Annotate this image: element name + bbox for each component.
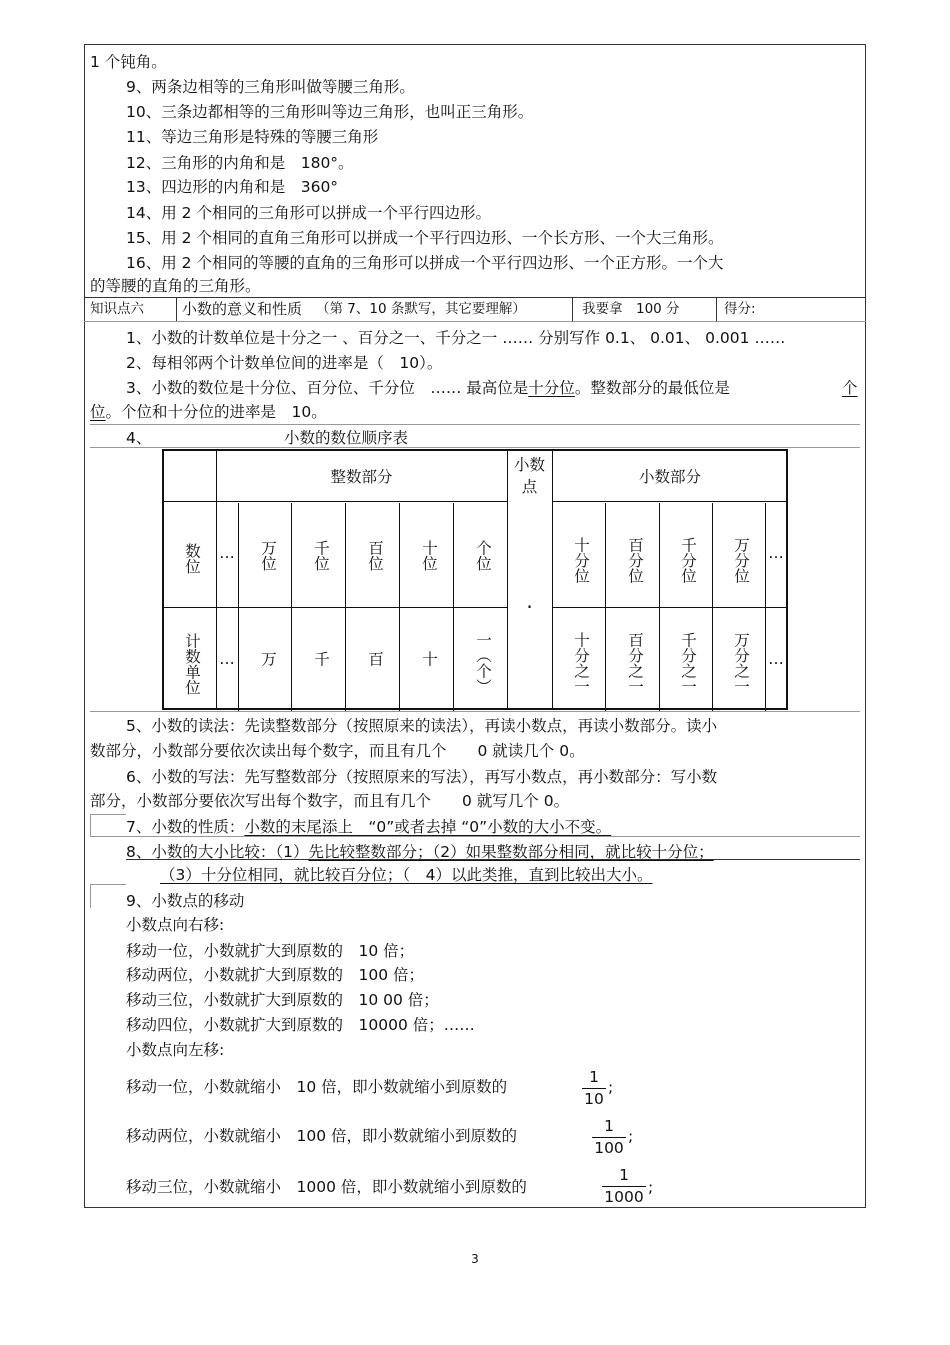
text-segment: 8、小数的大小比较：（1）: [126, 843, 309, 861]
text-line: 移动三位，小数就扩大到原数的 10 00 倍；: [126, 991, 439, 1009]
divider: [90, 814, 126, 815]
target-score: 我要拿 100 分: [582, 301, 680, 317]
text-line: [126, 817, 611, 837]
integer-unit: 百: [366, 651, 384, 667]
text-line: 移动三位，小数就缩小 1000 倍，即小数就缩小到原数的: [126, 1178, 527, 1196]
text-line: 9、两条边相等的三角形叫做等腰三角形。: [126, 78, 415, 96]
integer-unit: 万: [259, 651, 277, 667]
text-line: 13、四边形的内角和是 360°: [126, 178, 339, 196]
ellipsis: …: [768, 544, 784, 562]
integer-place: 百位: [366, 539, 384, 571]
table-grid: [164, 607, 507, 608]
place-value-table: [162, 449, 788, 710]
divider: [90, 814, 91, 836]
text-line: 小数点向左移:: [126, 1041, 225, 1059]
semicolon: ;: [648, 1178, 654, 1196]
text-line: 15、用 2 个相同的直角三角形可以拼成一个平行四边形、一个长方形、一个大三角形。: [126, 229, 724, 247]
text-line: 12、三角形的内角和是 180°。: [126, 154, 354, 172]
fraction: [592, 1117, 626, 1158]
fraction-numerator: 1: [619, 1166, 629, 1184]
ellipsis: …: [768, 650, 784, 668]
text-line: 小数点向右移:: [126, 916, 225, 934]
text-line: 5、小数的读法：先读整数部分（按照原来的读法），再读小数点，再读小数部分。读小: [126, 717, 718, 735]
text-line: 移动一位，小数就缩小 10 倍，即小数就缩小到原数的: [126, 1078, 508, 1096]
divider: [90, 884, 126, 885]
integer-place: 千位: [312, 539, 330, 571]
text-line: 1 个钝角。: [90, 53, 167, 71]
decimal-point: ·: [526, 595, 533, 619]
text-segment: 位: [90, 403, 106, 421]
text-line: 的等腰的直角的三角形。: [90, 277, 261, 295]
header-point: 小数点: [513, 456, 545, 496]
text-segment: 3、小数的数位是十分位、百分位、千分位 …… 最高位是: [126, 379, 529, 397]
section-note: （第 7、10 条默写，其它要理解）: [316, 301, 526, 317]
underline: [126, 859, 860, 860]
text-line: [126, 378, 730, 398]
fraction-numerator: 1: [604, 1117, 614, 1135]
fraction: [582, 1068, 606, 1109]
decimal-place: 十分位: [572, 536, 590, 584]
semicolon: ;: [608, 1078, 614, 1096]
divider: [716, 298, 717, 321]
text-line: 9、小数点的移动: [126, 892, 245, 910]
text-line: 16、用 2 个相同的等腰的直角的三角形可以拼成一个平行四边形、一个正方形。一个大: [126, 254, 724, 272]
row-label-units: 计数单位: [183, 633, 201, 695]
text-segment: 先比较整数部分；（2）如果整数部分相同，就比较十分位；: [308, 843, 714, 861]
table-title: 小数的数位顺序表: [284, 429, 409, 447]
text-line: 部分，小数部分要依次写出每个数字，而且有几个 0 就写几个 0。: [90, 792, 570, 810]
decimal-unit: 万分之一: [732, 632, 750, 694]
score-label: 得分:: [724, 301, 756, 317]
integer-unit: 十: [420, 651, 438, 667]
integer-place: 个位: [474, 539, 492, 571]
decimal-unit: 十分之一: [572, 632, 590, 694]
divider: [90, 884, 91, 908]
text-line: 移动两位，小数就缩小 100 倍，即小数就缩小到原数的: [126, 1127, 518, 1145]
text-line: 移动一位，小数就扩大到原数的 10 倍；: [126, 942, 415, 960]
text-line: 数部分，小数部分要依次读出每个数字，而且有几个 0 就读几个 0。: [90, 742, 585, 760]
text-line: 移动两位，小数就扩大到原数的 100 倍；: [126, 966, 425, 984]
decimal-place: 百分位: [626, 536, 644, 584]
integer-place: 万位: [259, 539, 277, 571]
text-segment: 小数的末尾添上 “0”或者去掉 “0”小数的大小不变。: [244, 818, 612, 836]
row-label-places: 数位: [183, 542, 201, 574]
fraction-denominator: 100: [594, 1139, 624, 1157]
integer-place: 十位: [420, 539, 438, 571]
section-title: 小数的意义和性质: [182, 300, 303, 318]
fraction-denominator: 1000: [604, 1188, 644, 1206]
table-grid: [552, 607, 788, 608]
text-line: 11、等边三角形是特殊的等腰三角形: [126, 128, 379, 146]
header-integer: 整数部分: [330, 468, 393, 486]
table-grid: [164, 501, 216, 502]
text-segment: 。整数部分的最低位是: [574, 379, 730, 397]
fraction-numerator: 1: [589, 1068, 599, 1086]
text-segment: 7、小数的性质：: [126, 818, 245, 836]
text-segment: 十分位: [528, 379, 575, 397]
table-grid: [552, 451, 553, 708]
text-line: 10、三条边都相等的三角形叫等边三角形，也叫正三角形。: [126, 103, 534, 121]
decimal-unit: 百分之一: [626, 632, 644, 694]
integer-unit: 千: [312, 651, 330, 667]
page-number: 3: [471, 1252, 479, 1266]
header-decimal: 小数部分: [638, 468, 701, 486]
divider: [90, 447, 860, 448]
text-segment: 。个位和十分位的进率是 10。: [105, 403, 327, 421]
decimal-place: 万分位: [732, 536, 750, 584]
table-grid: [552, 501, 788, 502]
text-line: 6、小数的写法：先写整数部分（按照原来的写法），再写小数点，再小数部分：写小数: [126, 768, 718, 786]
ellipsis: …: [219, 544, 235, 562]
fraction-bar: [602, 1186, 646, 1187]
text-line: 1、小数的计数单位是十分之一 、百分之一、千分之一 …… 分别写作 0.1、 0.01、 0.001 ……: [126, 329, 786, 347]
table-grid: [216, 451, 217, 708]
divider: [90, 424, 860, 425]
text-line: 移动四位，小数就扩大到原数的 10000 倍；……: [126, 1016, 475, 1034]
divider: [90, 836, 860, 837]
text-segment: 个: [842, 379, 858, 397]
fraction-denominator: 10: [584, 1090, 604, 1108]
decimal-unit: 千分之一: [679, 632, 697, 694]
text-line: [126, 77, 415, 97]
divider: [90, 711, 860, 712]
text-line: 14、用 2 个相同的三角形可以拼成一个平行四边形。: [126, 204, 491, 222]
section-header: [84, 297, 866, 322]
divider: [572, 298, 573, 321]
fraction: [602, 1166, 646, 1207]
fraction-bar: [582, 1088, 606, 1089]
decimal-place: 千分位: [679, 536, 697, 584]
text-line: （3）十分位相同，就比较百分位；（ 4）以此类推，直到比较出大小。: [160, 866, 653, 884]
section-label: 知识点六: [90, 301, 144, 317]
semicolon: ;: [628, 1127, 634, 1145]
text-line: 2、每相邻两个计数单位间的进率是（ 10）。: [126, 354, 443, 372]
table-grid: [216, 501, 508, 502]
integer-unit: 一（个）: [474, 632, 492, 694]
fraction-bar: [592, 1137, 626, 1138]
text-line: 4、: [126, 429, 152, 447]
divider: [176, 298, 177, 321]
text-line: [90, 402, 327, 422]
ellipsis: …: [219, 650, 235, 668]
